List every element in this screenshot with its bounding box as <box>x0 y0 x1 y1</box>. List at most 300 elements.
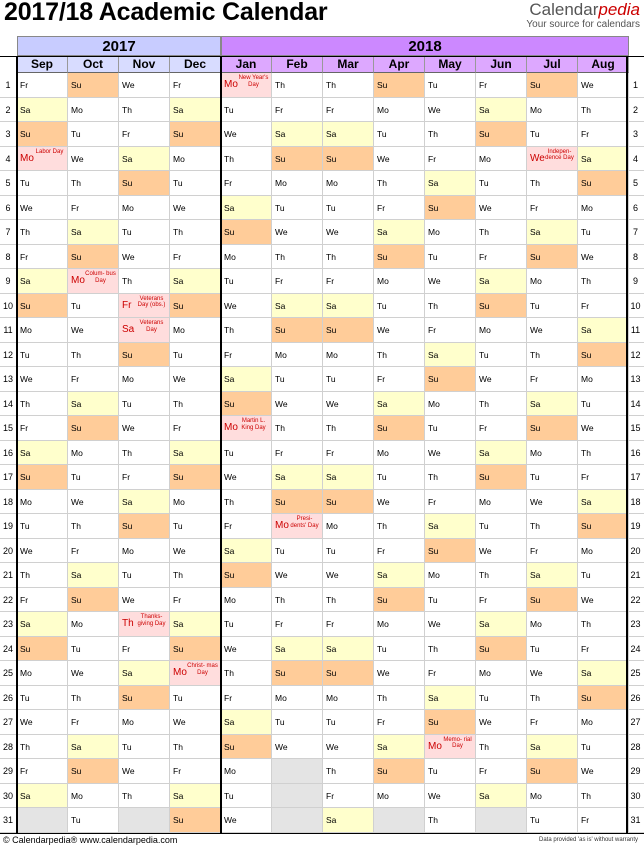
day-cell[interactable] <box>221 735 272 760</box>
day-cell[interactable] <box>272 196 323 221</box>
day-cell[interactable] <box>272 73 323 98</box>
day-cell[interactable] <box>221 563 272 588</box>
day-cell[interactable] <box>578 490 629 515</box>
day-cell[interactable] <box>578 612 629 637</box>
day-cell[interactable] <box>374 784 425 809</box>
day-cell[interactable] <box>323 441 374 466</box>
day-cell[interactable] <box>17 343 68 368</box>
day-cell[interactable] <box>170 784 221 809</box>
day-cell[interactable] <box>170 490 221 515</box>
day-cell[interactable] <box>578 465 629 490</box>
day-cell[interactable] <box>527 294 578 319</box>
day-cell[interactable] <box>425 441 476 466</box>
day-cell[interactable] <box>323 784 374 809</box>
day-cell[interactable] <box>68 245 119 270</box>
day-cell[interactable] <box>527 686 578 711</box>
day-cell[interactable] <box>323 245 374 270</box>
day-cell[interactable] <box>119 122 170 147</box>
day-cell[interactable] <box>527 196 578 221</box>
day-cell[interactable] <box>323 220 374 245</box>
day-cell[interactable] <box>17 147 68 172</box>
day-cell[interactable] <box>17 588 68 613</box>
day-cell[interactable] <box>476 416 527 441</box>
day-cell[interactable] <box>119 759 170 784</box>
day-cell[interactable] <box>221 367 272 392</box>
day-cell[interactable] <box>527 318 578 343</box>
day-cell[interactable] <box>17 98 68 123</box>
day-cell[interactable] <box>272 122 323 147</box>
day-cell[interactable] <box>425 735 476 760</box>
day-cell[interactable] <box>221 269 272 294</box>
day-cell[interactable] <box>476 245 527 270</box>
day-cell[interactable] <box>527 808 578 833</box>
day-cell[interactable] <box>578 539 629 564</box>
day-cell[interactable] <box>374 588 425 613</box>
day-cell[interactable] <box>119 98 170 123</box>
day-cell[interactable] <box>374 441 425 466</box>
day-cell[interactable] <box>119 735 170 760</box>
day-cell[interactable] <box>68 710 119 735</box>
day-cell[interactable] <box>578 808 629 833</box>
day-cell[interactable] <box>119 637 170 662</box>
day-cell[interactable] <box>374 171 425 196</box>
day-cell[interactable] <box>374 735 425 760</box>
day-cell[interactable] <box>323 661 374 686</box>
day-cell[interactable] <box>527 367 578 392</box>
day-cell[interactable] <box>323 588 374 613</box>
day-cell[interactable] <box>578 416 629 441</box>
day-cell[interactable] <box>476 465 527 490</box>
day-cell[interactable] <box>119 514 170 539</box>
day-cell[interactable] <box>272 539 323 564</box>
day-cell[interactable] <box>476 612 527 637</box>
day-cell[interactable] <box>170 514 221 539</box>
day-cell[interactable] <box>68 661 119 686</box>
day-cell[interactable] <box>374 73 425 98</box>
day-cell[interactable] <box>374 661 425 686</box>
day-cell[interactable] <box>170 588 221 613</box>
day-cell[interactable] <box>527 416 578 441</box>
day-cell[interactable] <box>425 686 476 711</box>
day-cell[interactable] <box>527 220 578 245</box>
day-cell[interactable] <box>578 710 629 735</box>
day-cell[interactable] <box>527 637 578 662</box>
day-cell[interactable] <box>578 220 629 245</box>
day-cell[interactable] <box>527 759 578 784</box>
day-cell[interactable] <box>578 637 629 662</box>
day-cell[interactable] <box>527 588 578 613</box>
day-cell[interactable] <box>527 122 578 147</box>
day-cell[interactable] <box>221 147 272 172</box>
day-cell[interactable] <box>68 441 119 466</box>
day-cell[interactable] <box>119 465 170 490</box>
day-cell[interactable] <box>119 220 170 245</box>
day-cell[interactable] <box>323 269 374 294</box>
day-cell[interactable] <box>578 269 629 294</box>
day-cell[interactable] <box>221 196 272 221</box>
day-cell[interactable] <box>476 98 527 123</box>
day-cell[interactable] <box>17 220 68 245</box>
day-cell[interactable] <box>17 196 68 221</box>
day-cell[interactable] <box>323 710 374 735</box>
day-cell[interactable] <box>323 612 374 637</box>
day-cell[interactable] <box>17 392 68 417</box>
day-cell[interactable] <box>578 294 629 319</box>
day-cell[interactable] <box>221 759 272 784</box>
day-cell[interactable] <box>17 563 68 588</box>
day-cell[interactable] <box>272 465 323 490</box>
day-cell[interactable] <box>272 367 323 392</box>
day-cell[interactable] <box>476 563 527 588</box>
day-cell[interactable] <box>68 808 119 833</box>
day-cell[interactable] <box>170 539 221 564</box>
day-cell[interactable] <box>476 686 527 711</box>
day-cell[interactable] <box>119 294 170 319</box>
day-cell[interactable] <box>476 441 527 466</box>
day-cell[interactable] <box>476 269 527 294</box>
day-cell[interactable] <box>425 661 476 686</box>
day-cell[interactable] <box>323 490 374 515</box>
day-cell[interactable] <box>323 98 374 123</box>
day-cell[interactable] <box>119 367 170 392</box>
day-cell[interactable] <box>272 612 323 637</box>
day-cell[interactable] <box>221 392 272 417</box>
day-cell[interactable] <box>323 416 374 441</box>
day-cell[interactable] <box>272 563 323 588</box>
day-cell[interactable] <box>272 343 323 368</box>
day-cell[interactable] <box>68 73 119 98</box>
day-cell[interactable] <box>68 343 119 368</box>
day-cell[interactable] <box>425 784 476 809</box>
day-cell[interactable] <box>119 710 170 735</box>
day-cell[interactable] <box>68 735 119 760</box>
day-cell[interactable] <box>476 661 527 686</box>
day-cell[interactable] <box>476 343 527 368</box>
day-cell[interactable] <box>221 661 272 686</box>
day-cell[interactable] <box>221 318 272 343</box>
day-cell[interactable] <box>272 710 323 735</box>
day-cell[interactable] <box>17 269 68 294</box>
day-cell[interactable] <box>425 73 476 98</box>
day-cell[interactable] <box>374 147 425 172</box>
day-cell[interactable] <box>476 122 527 147</box>
day-cell[interactable] <box>425 563 476 588</box>
day-cell[interactable] <box>578 343 629 368</box>
day-cell[interactable] <box>425 710 476 735</box>
day-cell[interactable] <box>425 171 476 196</box>
day-cell[interactable] <box>527 343 578 368</box>
day-cell[interactable] <box>119 563 170 588</box>
day-cell[interactable] <box>17 686 68 711</box>
day-cell[interactable] <box>170 196 221 221</box>
day-cell[interactable] <box>17 465 68 490</box>
day-cell[interactable] <box>323 392 374 417</box>
day-cell[interactable] <box>170 735 221 760</box>
day-cell[interactable] <box>170 710 221 735</box>
day-cell[interactable] <box>476 147 527 172</box>
day-cell[interactable] <box>272 514 323 539</box>
day-cell[interactable] <box>221 637 272 662</box>
day-cell[interactable] <box>221 465 272 490</box>
day-cell[interactable] <box>119 588 170 613</box>
day-cell[interactable] <box>17 441 68 466</box>
day-cell[interactable] <box>374 710 425 735</box>
day-cell[interactable] <box>425 539 476 564</box>
day-cell[interactable] <box>323 686 374 711</box>
day-cell[interactable] <box>374 514 425 539</box>
day-cell[interactable] <box>578 122 629 147</box>
day-cell[interactable] <box>425 122 476 147</box>
day-cell[interactable] <box>221 710 272 735</box>
day-cell[interactable] <box>527 490 578 515</box>
day-cell[interactable] <box>119 318 170 343</box>
day-cell[interactable] <box>119 539 170 564</box>
day-cell[interactable] <box>323 343 374 368</box>
day-cell[interactable] <box>527 784 578 809</box>
day-cell[interactable] <box>425 465 476 490</box>
day-cell[interactable] <box>272 171 323 196</box>
day-cell[interactable] <box>221 122 272 147</box>
day-cell[interactable] <box>221 588 272 613</box>
day-cell[interactable] <box>425 514 476 539</box>
day-cell[interactable] <box>119 416 170 441</box>
day-cell[interactable] <box>170 759 221 784</box>
day-cell[interactable] <box>68 588 119 613</box>
day-cell[interactable] <box>170 220 221 245</box>
day-cell[interactable] <box>476 294 527 319</box>
day-cell[interactable] <box>323 196 374 221</box>
day-cell[interactable] <box>476 490 527 515</box>
day-cell[interactable] <box>578 318 629 343</box>
day-cell[interactable] <box>527 269 578 294</box>
day-cell[interactable] <box>476 539 527 564</box>
day-cell[interactable] <box>578 588 629 613</box>
day-cell[interactable] <box>323 759 374 784</box>
day-cell[interactable] <box>68 539 119 564</box>
day-cell[interactable] <box>578 686 629 711</box>
day-cell[interactable] <box>170 269 221 294</box>
day-cell[interactable] <box>17 661 68 686</box>
day-cell[interactable] <box>527 171 578 196</box>
day-cell[interactable] <box>170 661 221 686</box>
day-cell[interactable] <box>323 465 374 490</box>
day-cell[interactable] <box>476 735 527 760</box>
day-cell[interactable] <box>221 514 272 539</box>
day-cell[interactable] <box>68 637 119 662</box>
day-cell[interactable] <box>578 367 629 392</box>
day-cell[interactable] <box>425 759 476 784</box>
day-cell[interactable] <box>68 563 119 588</box>
day-cell[interactable] <box>374 637 425 662</box>
day-cell[interactable] <box>68 416 119 441</box>
day-cell[interactable] <box>119 612 170 637</box>
day-cell[interactable] <box>221 245 272 270</box>
day-cell[interactable] <box>425 220 476 245</box>
day-cell[interactable] <box>119 147 170 172</box>
day-cell[interactable] <box>170 318 221 343</box>
day-cell[interactable] <box>374 269 425 294</box>
day-cell[interactable] <box>170 294 221 319</box>
day-cell[interactable] <box>17 539 68 564</box>
day-cell[interactable] <box>374 539 425 564</box>
day-cell[interactable] <box>221 171 272 196</box>
day-cell[interactable] <box>119 171 170 196</box>
day-cell[interactable] <box>17 416 68 441</box>
day-cell[interactable] <box>425 147 476 172</box>
day-cell[interactable] <box>272 661 323 686</box>
day-cell[interactable] <box>425 318 476 343</box>
day-cell[interactable] <box>170 441 221 466</box>
day-cell[interactable] <box>221 490 272 515</box>
day-cell[interactable] <box>578 441 629 466</box>
day-cell[interactable] <box>527 612 578 637</box>
day-cell[interactable] <box>221 220 272 245</box>
day-cell[interactable] <box>476 171 527 196</box>
day-cell[interactable] <box>221 294 272 319</box>
day-cell[interactable] <box>527 661 578 686</box>
day-cell[interactable] <box>527 392 578 417</box>
day-cell[interactable] <box>170 98 221 123</box>
day-cell[interactable] <box>221 612 272 637</box>
day-cell[interactable] <box>68 122 119 147</box>
day-cell[interactable] <box>476 73 527 98</box>
day-cell[interactable] <box>170 122 221 147</box>
day-cell[interactable] <box>170 465 221 490</box>
day-cell[interactable] <box>170 147 221 172</box>
day-cell[interactable] <box>272 147 323 172</box>
day-cell[interactable] <box>323 563 374 588</box>
day-cell[interactable] <box>17 735 68 760</box>
day-cell[interactable] <box>272 416 323 441</box>
day-cell[interactable] <box>476 759 527 784</box>
day-cell[interactable] <box>68 318 119 343</box>
day-cell[interactable] <box>527 73 578 98</box>
day-cell[interactable] <box>578 196 629 221</box>
day-cell[interactable] <box>527 147 578 172</box>
day-cell[interactable] <box>527 245 578 270</box>
day-cell[interactable] <box>374 759 425 784</box>
day-cell[interactable] <box>425 808 476 833</box>
day-cell[interactable] <box>527 465 578 490</box>
day-cell[interactable] <box>170 686 221 711</box>
day-cell[interactable] <box>272 269 323 294</box>
day-cell[interactable] <box>68 367 119 392</box>
day-cell[interactable] <box>119 343 170 368</box>
day-cell[interactable] <box>323 171 374 196</box>
day-cell[interactable] <box>374 367 425 392</box>
day-cell[interactable] <box>425 196 476 221</box>
day-cell[interactable] <box>425 490 476 515</box>
day-cell[interactable] <box>323 367 374 392</box>
day-cell[interactable] <box>425 98 476 123</box>
day-cell[interactable] <box>374 122 425 147</box>
day-cell[interactable] <box>578 147 629 172</box>
day-cell[interactable] <box>170 343 221 368</box>
day-cell[interactable] <box>68 196 119 221</box>
day-cell[interactable] <box>68 686 119 711</box>
day-cell[interactable] <box>323 73 374 98</box>
day-cell[interactable] <box>476 588 527 613</box>
day-cell[interactable] <box>527 514 578 539</box>
day-cell[interactable] <box>323 318 374 343</box>
day-cell[interactable] <box>425 637 476 662</box>
day-cell[interactable] <box>578 563 629 588</box>
day-cell[interactable] <box>17 245 68 270</box>
day-cell[interactable] <box>221 441 272 466</box>
day-cell[interactable] <box>476 784 527 809</box>
day-cell[interactable] <box>578 245 629 270</box>
day-cell[interactable] <box>68 220 119 245</box>
day-cell[interactable] <box>476 220 527 245</box>
day-cell[interactable] <box>17 122 68 147</box>
day-cell[interactable] <box>425 367 476 392</box>
day-cell[interactable] <box>374 563 425 588</box>
day-cell[interactable] <box>425 588 476 613</box>
day-cell[interactable] <box>527 441 578 466</box>
day-cell[interactable] <box>68 612 119 637</box>
day-cell[interactable] <box>68 465 119 490</box>
day-cell[interactable] <box>170 245 221 270</box>
day-cell[interactable] <box>17 637 68 662</box>
day-cell[interactable] <box>119 661 170 686</box>
day-cell[interactable] <box>323 735 374 760</box>
day-cell[interactable] <box>17 612 68 637</box>
day-cell[interactable] <box>17 294 68 319</box>
day-cell[interactable] <box>17 367 68 392</box>
day-cell[interactable] <box>374 343 425 368</box>
day-cell[interactable] <box>476 514 527 539</box>
day-cell[interactable] <box>17 490 68 515</box>
day-cell[interactable] <box>68 759 119 784</box>
day-cell[interactable] <box>272 686 323 711</box>
day-cell[interactable] <box>272 294 323 319</box>
day-cell[interactable] <box>272 245 323 270</box>
day-cell[interactable] <box>323 539 374 564</box>
day-cell[interactable] <box>221 343 272 368</box>
day-cell[interactable] <box>476 710 527 735</box>
day-cell[interactable] <box>68 784 119 809</box>
day-cell[interactable] <box>476 367 527 392</box>
day-cell[interactable] <box>17 759 68 784</box>
day-cell[interactable] <box>374 416 425 441</box>
day-cell[interactable] <box>119 245 170 270</box>
day-cell[interactable] <box>323 514 374 539</box>
day-cell[interactable] <box>221 98 272 123</box>
day-cell[interactable] <box>323 147 374 172</box>
day-cell[interactable] <box>17 318 68 343</box>
day-cell[interactable] <box>119 392 170 417</box>
day-cell[interactable] <box>323 122 374 147</box>
day-cell[interactable] <box>68 490 119 515</box>
day-cell[interactable] <box>476 392 527 417</box>
day-cell[interactable] <box>170 416 221 441</box>
day-cell[interactable] <box>119 686 170 711</box>
day-cell[interactable] <box>374 245 425 270</box>
day-cell[interactable] <box>170 171 221 196</box>
day-cell[interactable] <box>170 612 221 637</box>
day-cell[interactable] <box>527 98 578 123</box>
day-cell[interactable] <box>170 808 221 833</box>
day-cell[interactable] <box>374 220 425 245</box>
day-cell[interactable] <box>170 392 221 417</box>
day-cell[interactable] <box>272 98 323 123</box>
day-cell[interactable] <box>221 539 272 564</box>
day-cell[interactable] <box>119 269 170 294</box>
day-cell[interactable] <box>578 661 629 686</box>
day-cell[interactable] <box>527 563 578 588</box>
day-cell[interactable] <box>221 784 272 809</box>
day-cell[interactable] <box>374 318 425 343</box>
